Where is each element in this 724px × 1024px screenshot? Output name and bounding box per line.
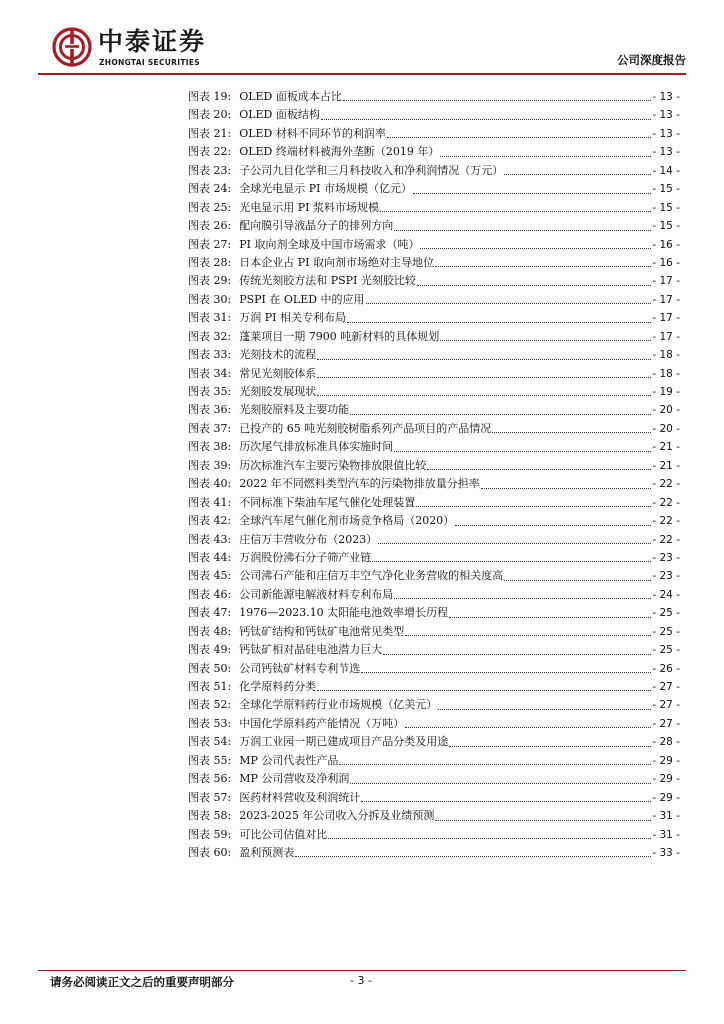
toc-entry-leader xyxy=(347,321,651,323)
toc-entry-prefix: 图表 48: xyxy=(188,624,232,638)
toc-entry[interactable] xyxy=(188,733,680,751)
toc-entry[interactable] xyxy=(188,143,680,161)
toc-entry-prefix: 图表 23: xyxy=(188,163,232,177)
toc-entry[interactable] xyxy=(188,180,680,198)
toc-entry[interactable] xyxy=(188,678,680,696)
toc-entry-title: MP 公司代表性产品 xyxy=(239,753,339,767)
toc-entry-prefix: 图表 43: xyxy=(188,532,232,546)
toc-entry-leader xyxy=(438,708,651,710)
toc-entry-page: - 23 - xyxy=(652,570,680,583)
toc-entry-page: - 17 - xyxy=(652,312,680,325)
toc-entry-page: - 15 - xyxy=(652,183,680,196)
toc-entry-page: - 24 - xyxy=(652,588,680,601)
toc-entry-title: 配向膜引导液晶分子的排列方向 xyxy=(239,219,394,233)
toc-entry-title: 子公司九目化学和三月科技收入和净利润情况（万元） xyxy=(239,163,504,177)
toc-entry-page: - 25 - xyxy=(652,625,680,638)
toc-entry[interactable] xyxy=(188,272,680,290)
toc-entry-prefix: 图表 50: xyxy=(188,661,232,675)
toc-entry[interactable] xyxy=(188,604,680,622)
toc-entry-page: - 21 - xyxy=(652,441,680,454)
table-of-figures xyxy=(188,88,680,862)
toc-entry[interactable] xyxy=(188,715,680,733)
toc-entry-prefix: 图表 24: xyxy=(188,182,232,196)
toc-entry-prefix: 图表 22: xyxy=(188,145,232,159)
toc-entry-prefix: 图表 32: xyxy=(188,329,232,343)
toc-entry-title: OLED 终端材料被海外垄断（2019 年） xyxy=(239,145,440,159)
toc-entry-leader xyxy=(321,118,652,120)
toc-entry-page: - 13 - xyxy=(652,109,680,122)
toc-entry-prefix: 图表 41: xyxy=(188,495,232,509)
toc-entry-prefix: 图表 20: xyxy=(188,108,232,122)
toc-entry-title: 化学原料药分类 xyxy=(239,680,317,693)
toc-entry-page: - 16 - xyxy=(652,256,680,269)
toc-entry-leader xyxy=(317,394,651,396)
toc-entry-title: 公司沸石产能和庄信万丰空气净化业务营收的相关度高 xyxy=(239,569,504,583)
toc-entry-title: 钙钛矿相对晶硅电池潜力巨大 xyxy=(239,643,383,657)
toc-entry-title: OLED 面板结构 xyxy=(239,108,320,122)
toc-entry-leader xyxy=(328,837,651,839)
toc-entry-title: 全球化学原料药行业市场规模（亿美元） xyxy=(239,698,438,712)
toc-entry[interactable] xyxy=(188,696,680,714)
toc-entry-title: 蓬莱项目一期 7900 吨新材料的具体规划 xyxy=(239,329,440,343)
toc-entry-title: 中国化学原料药产能情况（万吨） xyxy=(239,716,405,730)
toc-entry-page: - 26 - xyxy=(652,662,680,675)
toc-entry[interactable] xyxy=(188,623,680,641)
toc-entry-leader xyxy=(427,468,651,470)
toc-entry-page: - 22 - xyxy=(652,478,680,491)
toc-entry-page: - 16 - xyxy=(652,238,680,251)
toc-entry-page: - 22 - xyxy=(652,515,680,528)
toc-entry[interactable] xyxy=(188,770,680,788)
toc-entry-prefix: 图表 30: xyxy=(188,292,232,306)
toc-entry-page: - 20 - xyxy=(652,422,680,435)
toc-entry[interactable] xyxy=(188,254,680,272)
toc-entry-leader xyxy=(417,284,651,286)
toc-entry-leader xyxy=(435,819,651,821)
toc-entry-leader xyxy=(383,653,651,655)
toc-entry-leader xyxy=(361,671,651,673)
toc-entry[interactable] xyxy=(188,309,680,327)
toc-entry-prefix: 图表 21: xyxy=(188,126,232,140)
toc-entry[interactable] xyxy=(188,217,680,235)
toc-entry-title: 庄信万丰营收分布（2023） xyxy=(239,532,378,546)
toc-entry-leader xyxy=(339,763,651,765)
toc-entry[interactable] xyxy=(188,475,680,493)
toc-entry-page: - 22 - xyxy=(652,533,680,546)
toc-entry-prefix: 图表 60: xyxy=(188,845,232,859)
toc-entry[interactable] xyxy=(188,586,680,604)
toc-entry[interactable] xyxy=(188,807,680,825)
toc-entry-leader xyxy=(350,782,651,784)
toc-entry-leader xyxy=(317,358,651,360)
toc-entry-title: 常见光刻胶体系 xyxy=(239,366,317,380)
toc-entry-prefix: 图表 51: xyxy=(188,680,232,693)
toc-entry-title: MP 公司营收及净利润 xyxy=(239,772,350,786)
toc-entry-title: 2022 年不同燃料类型汽车的污染物排放量分担率 xyxy=(239,477,480,491)
toc-entry[interactable] xyxy=(188,789,680,807)
toc-entry-prefix: 图表 25: xyxy=(188,200,232,214)
toc-entry-title: 不同标准下柴油车尾气催化处理装置 xyxy=(239,495,416,509)
toc-entry-leader xyxy=(492,431,651,433)
toc-entry-title: OLED 材料不同环节的利润率 xyxy=(239,126,386,140)
toc-entry-page: - 27 - xyxy=(652,699,680,712)
toc-entry-leader xyxy=(416,505,651,507)
footer-disclaimer: 请务必阅读正文之后的重要声明部分 xyxy=(50,975,234,989)
toc-entry-leader xyxy=(366,302,652,304)
toc-entry-title: 光电显示用 PI 浆料市场规模 xyxy=(239,200,379,214)
toc-entry[interactable] xyxy=(188,162,680,180)
toc-entry[interactable] xyxy=(188,531,680,549)
toc-entry-prefix: 图表 54: xyxy=(188,735,232,749)
toc-entry[interactable] xyxy=(188,660,680,678)
toc-entry-prefix: 图表 36: xyxy=(188,403,232,417)
toc-entry-title: OLED 面板成本占比 xyxy=(239,90,342,103)
toc-entry-prefix: 图表 55: xyxy=(188,753,232,767)
zhongtai-logo-icon xyxy=(52,27,92,67)
toc-entry-title: 公司钙钛矿材料专利节选 xyxy=(239,661,361,675)
toc-entry-page: - 14 - xyxy=(652,164,680,177)
toc-entry-leader xyxy=(317,689,651,691)
toc-entry-page: - 18 - xyxy=(652,367,680,380)
toc-entry-prefix: 图表 58: xyxy=(188,809,232,823)
toc-entry-prefix: 图表 57: xyxy=(188,790,232,804)
toc-entry-leader xyxy=(295,855,651,857)
toc-entry[interactable] xyxy=(188,438,680,456)
toc-entry[interactable] xyxy=(188,752,680,770)
toc-entry-page: - 29 - xyxy=(652,791,680,804)
toc-entry[interactable] xyxy=(188,401,680,419)
toc-entry-prefix: 图表 29: xyxy=(188,274,232,288)
toc-entry-leader xyxy=(449,616,651,618)
toc-entry-leader xyxy=(504,173,651,175)
toc-entry-prefix: 图表 56: xyxy=(188,772,232,786)
toc-entry-leader xyxy=(440,339,651,341)
toc-entry-page: - 13 - xyxy=(652,91,680,103)
toc-entry-page: - 15 - xyxy=(652,220,680,233)
toc-entry-prefix: 图表 38: xyxy=(188,440,232,454)
toc-entry-leader xyxy=(420,247,651,249)
toc-entry-leader xyxy=(413,192,651,194)
toc-entry-title: 钙钛矿结构和钙钛矿电池常见类型 xyxy=(239,624,405,638)
toc-entry-title: 光刻胶发展现状 xyxy=(239,385,317,398)
toc-entry-page: - 21 - xyxy=(652,459,680,472)
toc-entry-prefix: 图表 44: xyxy=(188,550,232,564)
toc-entry-prefix: 图表 31: xyxy=(188,311,232,325)
toc-entry[interactable] xyxy=(188,291,680,309)
toc-entry-prefix: 图表 45: xyxy=(188,569,232,583)
toc-entry-page: - 31 - xyxy=(652,810,680,823)
toc-entry-leader xyxy=(405,634,651,636)
toc-entry-page: - 25 - xyxy=(652,607,680,620)
toc-entry-page: - 22 - xyxy=(652,496,680,509)
brand-name-cn: 中泰证券 xyxy=(98,27,207,56)
toc-entry-page: - 15 - xyxy=(652,201,680,214)
toc-entry-title: 万润 PI 相关专利布局 xyxy=(239,311,346,325)
toc-entry-prefix: 图表 28: xyxy=(188,255,232,269)
toc-entry[interactable] xyxy=(188,88,680,106)
toc-entry-page: - 19 - xyxy=(652,386,680,398)
toc-entry-page: - 23 - xyxy=(652,551,680,564)
toc-entry-leader xyxy=(504,579,651,581)
toc-entry[interactable] xyxy=(188,457,680,475)
toc-entry[interactable] xyxy=(188,365,680,383)
toc-entry-prefix: 图表 19: xyxy=(188,90,232,103)
toc-entry[interactable] xyxy=(188,236,680,254)
toc-entry-page: - 13 - xyxy=(652,127,680,140)
toc-entry[interactable] xyxy=(188,494,680,512)
toc-entry-title: 2023-2025 年公司收入分拆及业绩预测 xyxy=(239,809,435,823)
toc-entry-prefix: 图表 46: xyxy=(188,587,232,601)
toc-entry-prefix: 图表 53: xyxy=(188,716,232,730)
toc-entry-leader xyxy=(387,136,652,138)
toc-entry-leader xyxy=(394,229,651,231)
toc-entry-title: 历次标准汽车主要污染物排放限值比较 xyxy=(239,458,427,472)
toc-entry-prefix: 图表 27: xyxy=(188,237,232,251)
toc-entry-title: 万润股份沸石分子筛产业链 xyxy=(239,550,372,564)
brand-name-en: ZHONGTAI SECURITIES xyxy=(99,58,200,67)
toc-entry-title: 光刻技术的流程 xyxy=(239,348,317,362)
toc-entry-leader xyxy=(449,745,651,747)
report-type-label: 公司深度报告 xyxy=(617,53,686,67)
toc-entry-title: 1976—2023.10 太阳能电池效率增长历程 xyxy=(239,606,449,620)
footer-divider xyxy=(38,970,686,971)
header-divider xyxy=(38,73,686,75)
toc-entry-title: 全球汽车尾气催化剂市场竞争格局（2020） xyxy=(239,514,455,528)
toc-entry-leader xyxy=(361,800,651,802)
toc-entry-leader xyxy=(372,560,651,562)
toc-entry-leader xyxy=(440,155,651,157)
toc-entry-prefix: 图表 52: xyxy=(188,698,232,712)
toc-entry-title: PSPI 在 OLED 中的应用 xyxy=(239,292,365,306)
toc-entry-leader xyxy=(394,450,651,452)
toc-entry[interactable] xyxy=(188,420,680,438)
toc-entry-page: - 27 - xyxy=(652,681,680,693)
toc-entry[interactable] xyxy=(188,199,680,217)
toc-entry[interactable] xyxy=(188,641,680,659)
page-header xyxy=(0,0,724,80)
toc-entry-page: - 18 - xyxy=(652,349,680,362)
toc-entry[interactable] xyxy=(188,106,680,124)
toc-entry-page: - 28 - xyxy=(652,736,680,749)
toc-entry-page: - 29 - xyxy=(652,754,680,767)
toc-entry[interactable] xyxy=(188,549,680,567)
toc-entry-leader xyxy=(343,99,652,101)
toc-entry-leader xyxy=(380,210,651,212)
toc-entry-page: - 17 - xyxy=(652,275,680,288)
toc-entry-leader xyxy=(394,597,651,599)
toc-entry-leader xyxy=(455,524,651,526)
toc-entry-title: 传统光刻胶方法和 PSPI 光刻胶比较 xyxy=(239,274,416,288)
toc-entry-page: - 29 - xyxy=(652,773,680,786)
toc-entry-title: 医药材料营收及利润统计 xyxy=(239,790,361,804)
toc-entry-prefix: 图表 47: xyxy=(188,606,232,620)
toc-entry-title: 已投产的 65 吨光刻胶树脂系列产品项目的产品情况 xyxy=(239,421,492,435)
toc-entry-title: 全球光电显示 PI 市场规模（亿元） xyxy=(239,182,412,196)
toc-entry-leader xyxy=(405,726,651,728)
toc-entry-prefix: 图表 26: xyxy=(188,219,232,233)
toc-entry-page: - 17 - xyxy=(652,293,680,306)
toc-entry-title: 盈利预测表 xyxy=(239,845,295,859)
toc-entry-title: 历次尾气排放标准具体实施时间 xyxy=(239,440,394,454)
toc-entry[interactable] xyxy=(188,844,680,862)
toc-entry-page: - 20 - xyxy=(652,404,680,417)
toc-entry-page: - 27 - xyxy=(652,717,680,730)
toc-entry-title: 万润工业园一期已建成项目产品分类及用途 xyxy=(239,735,449,749)
toc-entry-leader xyxy=(435,265,651,267)
toc-entry-page: - 13 - xyxy=(652,146,680,159)
toc-entry-title: 光刻胶原料及主要功能 xyxy=(239,403,350,417)
toc-entry[interactable] xyxy=(188,346,680,364)
toc-entry[interactable] xyxy=(188,328,680,346)
toc-entry[interactable] xyxy=(188,512,680,530)
toc-entry[interactable] xyxy=(188,567,680,585)
toc-entry-leader xyxy=(481,487,652,489)
toc-entry-title: 可比公司估值对比 xyxy=(239,827,328,841)
toc-entry-page: - 33 - xyxy=(652,846,680,859)
toc-entry-prefix: 图表 37: xyxy=(188,421,232,435)
toc-entry-title: 公司新能源电解液材料专利布局 xyxy=(239,587,394,601)
toc-entry-prefix: 图表 33: xyxy=(188,348,232,362)
toc-entry-title: 日本企业占 PI 取向剂市场绝对主导地位 xyxy=(239,255,434,269)
footer-page-number: - 3 - xyxy=(350,974,372,987)
toc-entry-leader xyxy=(350,413,651,415)
toc-entry[interactable] xyxy=(188,125,680,143)
toc-entry-prefix: 图表 42: xyxy=(188,514,232,528)
toc-entry-page: - 25 - xyxy=(652,644,680,657)
toc-entry-prefix: 图表 49: xyxy=(188,643,232,657)
toc-entry-prefix: 图表 34: xyxy=(188,366,232,380)
toc-entry[interactable] xyxy=(188,383,680,401)
toc-entry-prefix: 图表 40: xyxy=(188,477,232,491)
toc-entry-prefix: 图表 39: xyxy=(188,458,232,472)
toc-entry-leader xyxy=(378,542,651,544)
toc-entry-page: - 17 - xyxy=(652,330,680,343)
toc-entry-title: PI 取向剂全球及中国市场需求（吨） xyxy=(239,237,420,251)
toc-entry-prefix: 图表 59: xyxy=(188,827,232,841)
toc-entry-prefix: 图表 35: xyxy=(188,385,232,398)
toc-entry-leader xyxy=(317,376,651,378)
toc-entry-page: - 31 - xyxy=(652,828,680,841)
toc-entry[interactable] xyxy=(188,826,680,844)
